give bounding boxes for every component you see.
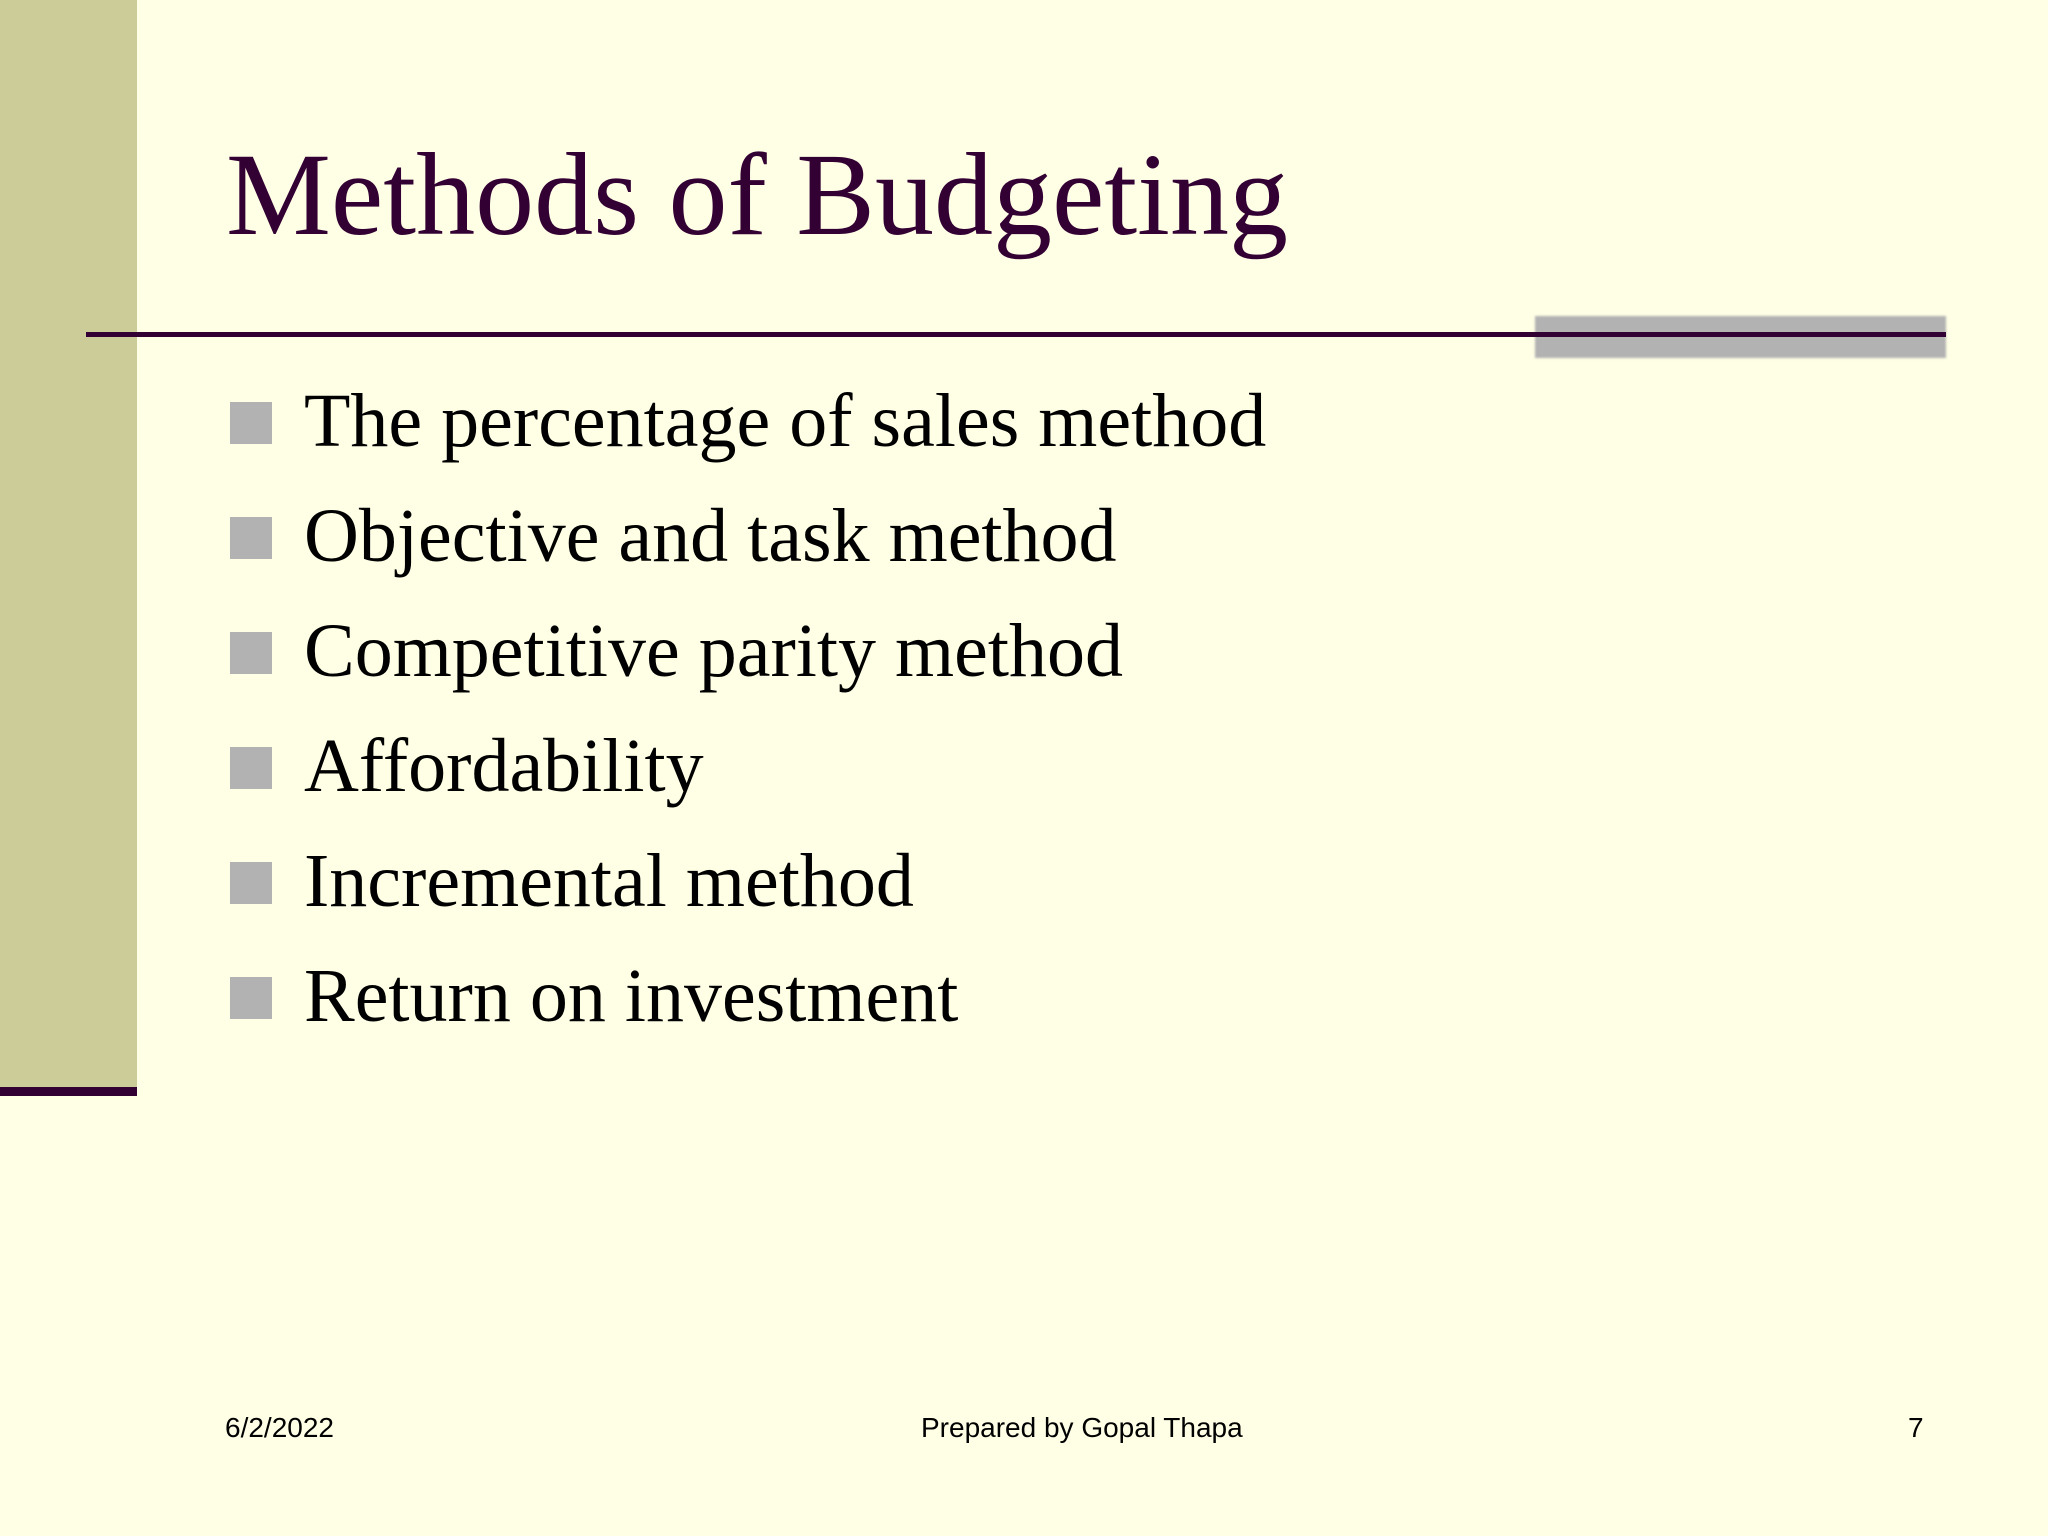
bullet-text: Objective and task method: [304, 493, 1117, 578]
bullet-list: [230, 363, 1266, 1053]
title-divider-rule: [86, 332, 1946, 337]
footer-date: 6/2/2022: [225, 1412, 334, 1443]
left-accent-bar: [0, 0, 137, 1090]
bullet-text: Incremental method: [304, 838, 914, 923]
square-bullet-icon: [230, 862, 272, 904]
bullet-item: [230, 478, 1266, 593]
bullet-item: [230, 823, 1266, 938]
square-bullet-icon: [230, 977, 272, 1019]
square-bullet-icon: [230, 632, 272, 674]
square-bullet-icon: [230, 517, 272, 559]
bullet-text: Return on investment: [304, 953, 959, 1038]
title-rule-shadow: [1535, 316, 1946, 358]
footer-author: Prepared by Gopal Thapa: [921, 1412, 1243, 1443]
bullet-text: The percentage of sales method: [304, 378, 1267, 463]
bullet-item: [230, 938, 1266, 1053]
slide-number: 7: [1908, 1412, 1924, 1443]
bullet-item: [230, 593, 1266, 708]
bullet-item: [230, 708, 1266, 823]
slide-title: Methods of Budgeting: [226, 129, 1288, 260]
bullet-text: Affordability: [304, 723, 704, 808]
square-bullet-icon: [230, 747, 272, 789]
left-accent-underline: [0, 1087, 137, 1096]
bullet-text: Competitive parity method: [304, 608, 1123, 693]
square-bullet-icon: [230, 402, 272, 444]
bullet-item: [230, 363, 1266, 478]
